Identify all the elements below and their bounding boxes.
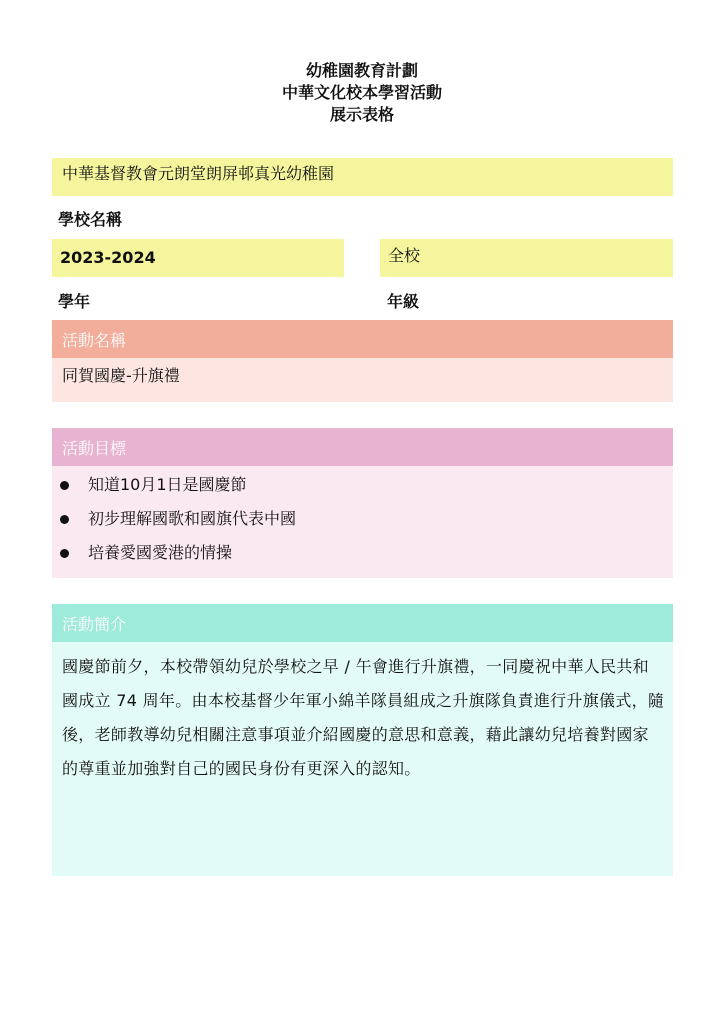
objectives-body bbox=[52, 466, 673, 578]
year-value: 2023-2024 bbox=[60, 248, 156, 267]
activity-name-value: 同賀國慶-升旗禮 bbox=[62, 366, 180, 385]
document-titles bbox=[0, 60, 724, 126]
intro-body bbox=[52, 642, 673, 876]
activity-name-header-label: 活動名稱 bbox=[62, 330, 127, 350]
objectives-header-label: 活動目標 bbox=[62, 438, 127, 458]
bullet-icon bbox=[60, 549, 69, 558]
school-name-value: 中華基督教會元朗堂朗屏邨真光幼稚園 bbox=[62, 164, 335, 183]
grade-value: 全校 bbox=[388, 246, 421, 265]
objective-text: 初步理解國歌和國旗代表中國 bbox=[88, 509, 297, 528]
title-line-1: 幼稚園教育計劃 bbox=[305, 61, 418, 80]
intro-header bbox=[52, 604, 673, 642]
school-name-field bbox=[52, 158, 673, 196]
activity-name-body bbox=[52, 358, 673, 402]
title-line-2: 中華文化校本學習活動 bbox=[281, 83, 442, 102]
intro-header-label: 活動簡介 bbox=[62, 614, 127, 634]
intro-text: 國慶節前夕，本校帶領幼兒於學校之早 / 午會進行升旗禮，一同慶祝中華人民共和國成立 74 周年。由本校基督少年軍小綿羊隊員組成之升旗隊負責進行升旗儀式，隨後，老師教導幼兒相關注意事項並介紹國慶的意思和意義，藉此讓幼兒培養對國家的尊重並加強對自己的國民身份有更深入的認知。 bbox=[62, 657, 665, 778]
objective-text: 知道10月1日是國慶節 bbox=[88, 475, 247, 494]
grade-field bbox=[380, 239, 673, 277]
objective-item bbox=[52, 468, 673, 502]
year-label: 學年 bbox=[58, 292, 91, 311]
grade-label: 年級 bbox=[387, 292, 420, 311]
bullet-icon bbox=[60, 481, 69, 490]
objective-item bbox=[52, 502, 673, 536]
objective-item bbox=[52, 536, 673, 570]
objectives-header bbox=[52, 428, 673, 466]
school-name-label: 學校名稱 bbox=[58, 210, 123, 229]
objectives-list bbox=[52, 468, 673, 570]
year-field bbox=[52, 239, 344, 277]
title-line-3: 展示表格 bbox=[329, 105, 394, 124]
objective-text: 培養愛國愛港的情操 bbox=[88, 543, 233, 562]
activity-name-header bbox=[52, 320, 673, 358]
bullet-icon bbox=[60, 515, 69, 524]
